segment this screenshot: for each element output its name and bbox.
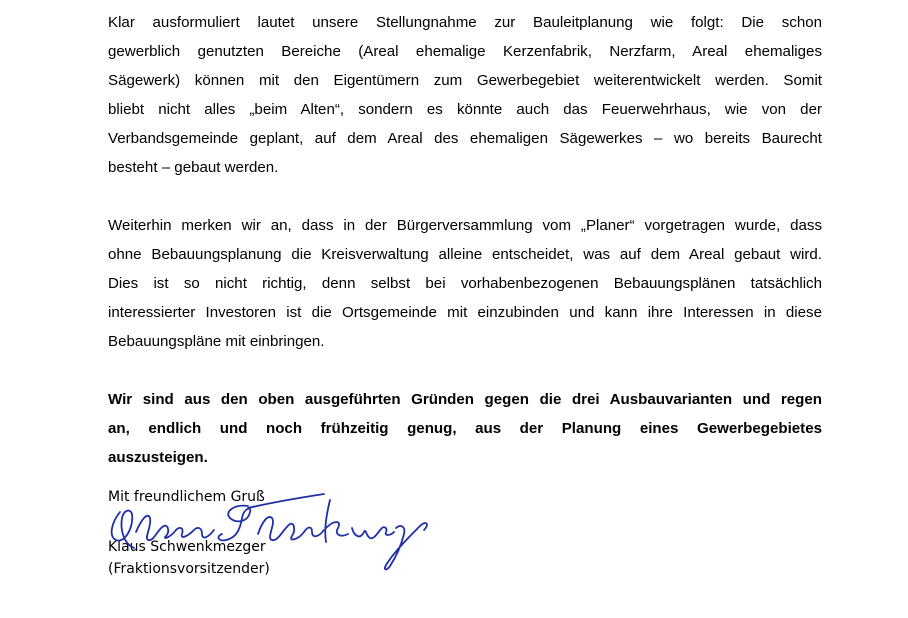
text-line: Weiterhin merken wir an, dass in der Bürgerversammlung vom „Planer“ vorgetragen wurde, dass: [108, 217, 822, 234]
text-line: gewerblich genutzten Bereiche (Areal ehemalige Kerzenfabrik, Nerzfarm, Areal ehemaliges: [108, 43, 822, 60]
text-line: Klar ausformuliert lautet unsere Stellungnahme zur Bauleitplanung wie folgt: Die schon: [108, 14, 822, 31]
paragraph-conclusion: [108, 385, 822, 472]
text-line: interessierter Investoren ist die Ortsgemeinde mit einzubinden und kann ihre Interessen in diese: [108, 304, 822, 321]
signature-stroke: [258, 517, 324, 540]
text-line: Bebauungspläne mit einbringen.: [108, 333, 325, 350]
text-line: Sägewerk) können mit den Eigentümern zum Gewerbegebiet weiterentwickelt werden. Somit: [108, 72, 822, 89]
signature-stroke: [352, 527, 394, 538]
text-line: ohne Bebauungsplanung die Kreisverwaltung alleine entscheidet, was auf dem Areal gebaut wird.: [108, 246, 822, 263]
signature-stroke: [325, 500, 348, 542]
text-line: an, endlich und noch frühzeitig genug, aus der Planung eines Gewerbegebietes: [108, 420, 822, 437]
signature-stroke: [136, 516, 214, 541]
text-line: besteht – gebaut werden.: [108, 159, 279, 176]
signature-stroke: [385, 523, 427, 569]
signature-stroke: [219, 506, 251, 541]
paragraph-statement: [108, 8, 822, 182]
signature-stroke: [112, 511, 134, 548]
text-line: Dies ist so nicht richtig, denn selbst bei vorhabenbezogenen Bebauungsplänen tatsächlich: [108, 275, 822, 292]
signer-name: Klaus Schwenkmezger: [108, 539, 266, 555]
text-line: Wir sind aus den oben ausgeführten Gründen gegen die drei Ausbauvarianten und regen: [108, 391, 822, 408]
text-line: bliebt nicht alles „beim Alten“, sondern es könnte auch das Feuerwehrhaus, wie von der: [108, 101, 822, 118]
signature-stroke: [248, 494, 324, 508]
paragraph-remark: [108, 211, 822, 356]
handwritten-signature: [98, 478, 438, 578]
signer-role: (Fraktionsvorsitzender): [108, 561, 270, 577]
text-line: Verbandsgemeinde geplant, auf dem Areal des ehemaligen Sägewerkes – wo bereits Baurecht: [108, 130, 822, 147]
text-line: auszusteigen.: [108, 449, 208, 466]
closing-greeting: Mit freundlichem Gruß: [108, 489, 265, 505]
